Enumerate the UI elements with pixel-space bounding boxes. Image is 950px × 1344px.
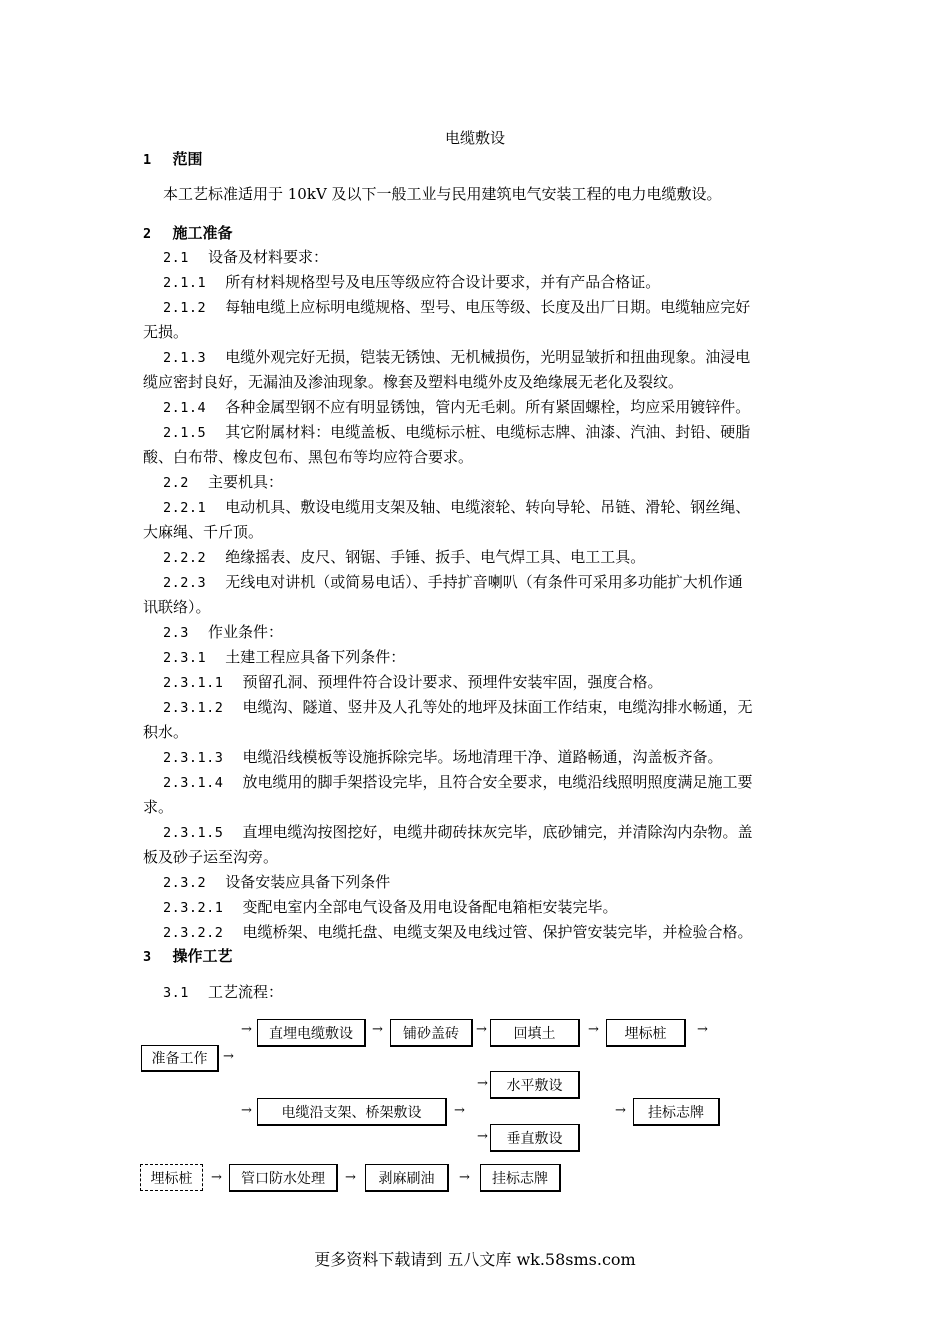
clause-text: 工艺流程：: [207, 983, 283, 1001]
clause: [163, 695, 753, 721]
flow-step-sand-brick: 铺砂盖砖: [390, 1019, 473, 1047]
flow-step-tag: 挂标志牌: [633, 1098, 720, 1126]
clause: [163, 820, 753, 846]
clause: [163, 245, 328, 271]
clause-text: 无线电对讲机（或简易电话）、手持扩音喇叭（有条件可采用多功能扩大机作通: [225, 573, 743, 591]
flow-arrow: →: [372, 1022, 383, 1037]
section-title: 操作工艺: [172, 947, 233, 965]
clause-number: 2.1.4: [163, 400, 207, 416]
clause: [163, 420, 750, 446]
flow-arrow: →: [588, 1022, 599, 1037]
flow-arrow: →: [459, 1170, 470, 1185]
flow-arrow: →: [477, 1129, 488, 1144]
clause-number: 2.1.5: [163, 425, 207, 441]
flow-step-strip-paint: 剥麻刷油: [365, 1164, 449, 1192]
flow-arrow: →: [477, 1076, 488, 1091]
flow-arrow: →: [697, 1022, 708, 1037]
section-2-heading: [143, 222, 233, 243]
paragraph: 本工艺标准适用于 10kV 及以下一般工业与民用建筑电气安装工程的电力电缆敷设。: [163, 185, 722, 203]
clause: [163, 870, 390, 896]
clause: [163, 470, 283, 496]
clause-text: 设备及材料要求：: [207, 248, 328, 266]
clause-number: 2.3: [163, 625, 189, 641]
flow-step-waterproof: 管口防水处理: [229, 1164, 338, 1192]
flow-arrow: →: [476, 1022, 487, 1037]
flow-arrow: →: [211, 1170, 222, 1185]
clause: [163, 495, 750, 521]
clause-continuation: 积水。: [143, 723, 189, 741]
flow-step-horizontal: 水平敷设: [490, 1071, 580, 1099]
clause-number: 2.3.2: [163, 875, 207, 891]
clause-text: 作业条件：: [207, 623, 283, 641]
clause-continuation: 求。: [143, 798, 174, 816]
clause-number: 2.1: [163, 250, 189, 266]
flow-step-tag-final: 挂标志牌: [480, 1164, 561, 1192]
clause-number: 2.3.1: [163, 650, 207, 666]
clause-number: 2.3.1.5: [163, 825, 224, 841]
clause-continuation: 板及砂子运至沟旁。: [143, 848, 279, 866]
clause-text: 各种金属型钢不应有明显锈蚀，管内无毛刺。所有紧固螺栓，均应采用镀锌件。: [225, 398, 751, 416]
flow-step-direct-burial: 直埋电缆敷设: [257, 1019, 366, 1047]
section-number: 2: [143, 226, 152, 242]
flow-arrow: →: [615, 1103, 626, 1118]
clause-text: 电缆外观完好无损，铠装无锈蚀、无机械损伤，光明显皱折和扭曲现象。油浸电: [225, 348, 751, 366]
clause-number: 2.3.2.2: [163, 925, 224, 941]
flow-step-preparation: 准备工作: [141, 1045, 219, 1072]
clause: [163, 270, 660, 296]
flow-step-backfill: 回填土: [490, 1019, 580, 1047]
clause: [163, 670, 663, 696]
clause-number: 2.2: [163, 475, 189, 491]
section-number: 1: [143, 152, 152, 168]
clause-continuation: 酸、白布带、橡皮包布、黑包布等均应符合要求。: [143, 448, 474, 466]
flow-step-stake: 埋标桩: [606, 1019, 686, 1047]
clause-number: 2.3.2.1: [163, 900, 224, 916]
flow-step-stake-optional: 埋标桩: [140, 1164, 203, 1191]
clause-text: 每轴电缆上应标明电缆规格、型号、电压等级、长度及出厂日期。电缆轴应完好: [225, 298, 751, 316]
clause-text: 其它附属材料：电缆盖板、电缆标示桩、电缆标志牌、油漆、汽油、封铅、硬脂: [225, 423, 751, 441]
clause-text: 放电缆用的脚手架搭设完毕，且符合安全要求，电缆沿线照明照度满足施工要: [242, 773, 753, 791]
clause-text: 主要机具：: [207, 473, 283, 491]
clause-number: 2.3.1.3: [163, 750, 224, 766]
section-number: 3: [143, 949, 152, 965]
footer-link[interactable]: 更多资料下载请到 五八文库 wk.58sms.com: [314, 1250, 636, 1269]
clause: [163, 770, 753, 796]
section-title: 范围: [172, 150, 203, 168]
flow-arrow: →: [345, 1170, 356, 1185]
clause-number: 2.2.2: [163, 550, 207, 566]
clause-text: 预留孔洞、预埋件符合设计要求、预埋件安装牢固，强度合格。: [242, 673, 663, 691]
clause-text: 电缆沿线模板等设施拆除完毕。场地清理干净、道路畅通，沟盖板齐备。: [242, 748, 723, 766]
section-title: 施工准备: [172, 224, 233, 242]
clause-text: 直埋电缆沟按图挖好，电缆井砌砖抹灰完毕，底砂铺完，并清除沟内杂物。盖: [242, 823, 753, 841]
clause-text: 设备安装应具备下列条件: [225, 873, 391, 891]
clause: [163, 920, 753, 946]
clause: [163, 545, 645, 571]
clause-number: 2.2.3: [163, 575, 207, 591]
clause: [163, 620, 283, 646]
clause-number: 2.3.1.1: [163, 675, 224, 691]
flow-arrow: →: [241, 1022, 252, 1037]
section-1-heading: [143, 148, 203, 169]
clause-number: 2.2.1: [163, 500, 207, 516]
clause-text: 土建工程应具备下列条件：: [225, 648, 406, 666]
clause-text: 电缆桥架、电缆托盘、电缆支架及电线过管、保护管安装完毕，并检验合格。: [242, 923, 753, 941]
section-3-heading: [143, 945, 233, 966]
clause: [163, 570, 743, 596]
clause-continuation: 讯联络）。: [143, 598, 211, 616]
clause-number: 2.1.3: [163, 350, 207, 366]
page-title: 电缆敷设: [444, 129, 505, 147]
clause: [163, 895, 618, 921]
clause: [163, 745, 723, 771]
clause: [163, 395, 750, 421]
clause-text: 电缆沟、隧道、竖井及人孔等处的地坪及抹面工作结束，电缆沟排水畅通，无: [242, 698, 753, 716]
clause-text: 绝缘摇表、皮尺、钢锯、手锤、扳手、电气焊工具、电工工具。: [225, 548, 646, 566]
clause-text: 所有材料规格型号及电压等级应符合设计要求，并有产品合格证。: [225, 273, 661, 291]
clause-continuation: 无损。: [143, 323, 189, 341]
clause-number: 2.3.1.4: [163, 775, 224, 791]
clause: [163, 295, 750, 321]
clause-number: 2.3.1.2: [163, 700, 224, 716]
clause-text: 变配电室内全部电气设备及用电设备配电箱柜安装完毕。: [242, 898, 618, 916]
clause-continuation: 大麻绳、千斤顶。: [143, 523, 264, 541]
clause: [163, 345, 750, 371]
flow-step-vertical: 垂直敷设: [490, 1124, 580, 1152]
flow-arrow: →: [241, 1103, 252, 1118]
clause-text: 电动机具、敷设电缆用支架及轴、电缆滚轮、转向导轮、吊链、滑轮、钢丝绳、: [225, 498, 751, 516]
clause-number: 2.1.1: [163, 275, 207, 291]
flow-step-bracket-tray: 电缆沿支架、桥架敷设: [257, 1098, 447, 1126]
clause-number: 2.1.2: [163, 300, 207, 316]
clause: [163, 980, 283, 1006]
flow-arrow: →: [223, 1049, 234, 1064]
clause-number: 3.1: [163, 985, 189, 1001]
clause-continuation: 缆应密封良好，无漏油及渗油现象。橡套及塑料电缆外皮及绝缘展无老化及裂纹。: [143, 373, 684, 391]
clause: [163, 645, 405, 671]
flow-arrow: →: [454, 1103, 465, 1118]
